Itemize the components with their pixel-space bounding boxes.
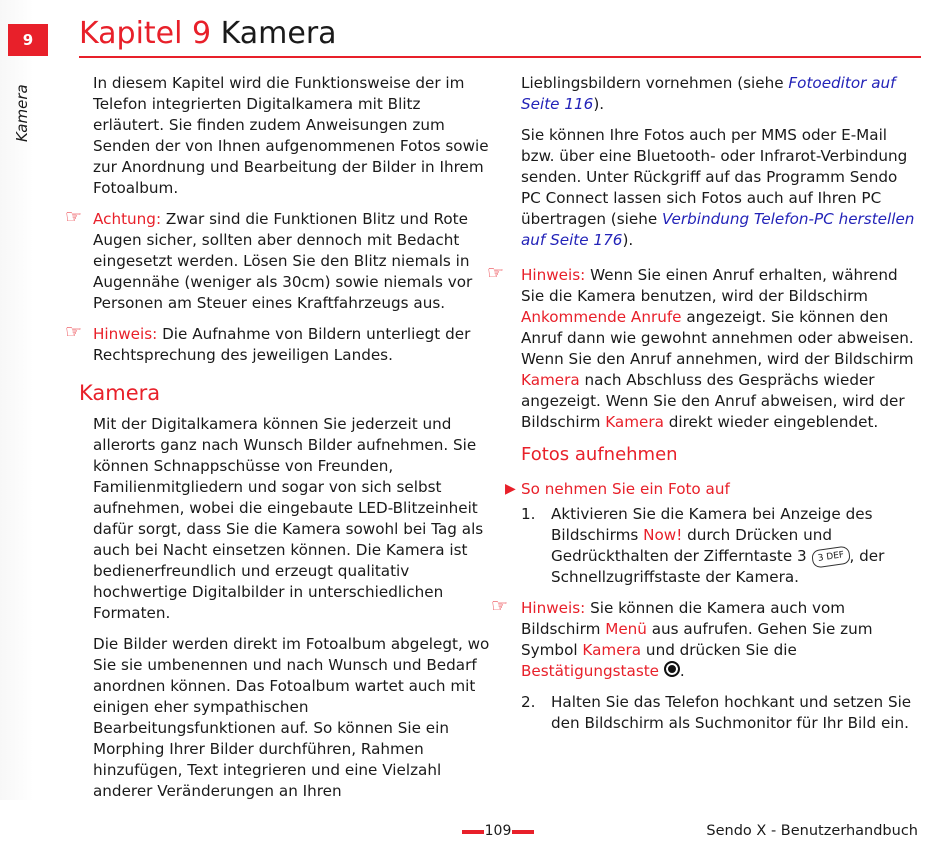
ui-term: Menü (605, 620, 647, 638)
text: Sie können die Kamera auch vom Bildschirm (521, 599, 846, 638)
key-3-icon: 3 DEF (810, 545, 850, 568)
triangle-right-icon: ▶ (505, 481, 516, 497)
note-hint-call (487, 262, 921, 433)
footer-bar-left (462, 830, 484, 834)
title-prefix: Kapitel 9 (79, 16, 212, 51)
text: direkt wieder eingeblendet. (663, 413, 879, 431)
text: Halten Sie das Telefon hochkant und setzen Sie den Bildschirm als Suchmonitor für Ihr Bild ein. (551, 693, 912, 732)
text: ). (593, 95, 605, 113)
note-label: Hinweis: (93, 325, 158, 343)
select-key-icon (664, 661, 680, 677)
subheading-fotos-aufnehmen: Fotos aufnehmen (521, 444, 678, 465)
step-item (521, 692, 921, 734)
text: So nehmen Sie ein Foto auf (521, 480, 730, 498)
ui-term: Kamera (521, 371, 580, 389)
ui-term: Kamera (605, 413, 664, 431)
footer-book-title: Sendo X - Benutzerhandbuch (706, 823, 918, 839)
chapter-number-badge: 9 (8, 24, 48, 56)
note-text: Die Aufnahme von Bildern unterliegt der Rechtsprechung des jeweiligen Landes. (93, 325, 471, 364)
page-number-text: 109 (484, 823, 512, 839)
note-hint (65, 321, 493, 366)
page-title (79, 14, 337, 54)
text: Wenn Sie einen Anruf erhalten, während Sie die Kamera benutzen, wird der Bildschirm (521, 266, 898, 305)
text: ). (622, 231, 634, 249)
text: , der Schnellzugriffstaste der Kamera. (551, 547, 885, 586)
body-paragraph: Mit der Digitalkamera können Sie jederzeit und allerorts ganz nach Wunsch Bilder aufnehmen. Sie können Schnappschüsse von Freunden, Familienmitgliedern und sogar von sich selbst aufnehmen, wobei die eingebaute LED-Blitzeinheit dafür sorgt, dass Sie die Kamera sowohl bei Tag als auch bei Nacht einsetzen können. Die Kamera ist bedienerfreundlich und erzeugt qualitativ hochwertige Digitalbilder in unterschiedlichen Formaten. (93, 415, 484, 622)
step-number: 2. (521, 693, 536, 711)
note-caution (65, 206, 493, 314)
pointing-hand-icon: ☞ (65, 321, 83, 343)
ui-term: Ankommende Anrufe (521, 308, 682, 326)
text: Aktivieren Sie die Kamera bei Anzeige des Bildschirms (551, 505, 873, 544)
section-heading-kamera: Kamera (79, 381, 161, 405)
title-name: Kamera (220, 16, 337, 51)
text: Sie können Ihre Fotos auch per MMS oder E-Mail bzw. über eine Bluetooth- oder Infrarot-Verbindung senden. Unter Rückgriff auf das Programm Sendo PC Connect lassen sich Fotos auch auf Ihren PC übertragen (siehe (521, 126, 908, 228)
cross-reference-link[interactable]: Verbindung Telefon-PC herstellen auf Seite 176 (521, 210, 915, 249)
text: durch Drücken und Gedrückthalten der Zifferntaste 3 (551, 526, 832, 565)
text: angezeigt. Sie können den Anruf dann wie gewohnt annehmen oder abweisen. Wenn Sie den Anruf annehmen, wird der Bildschirm (521, 308, 914, 368)
step-number: 1. (521, 505, 536, 523)
note-label: Hinweis: (521, 599, 586, 617)
note-label: Hinweis: (521, 266, 586, 284)
left-column (65, 73, 493, 812)
footer-bar-right (512, 830, 534, 834)
side-chapter-label: Kamera (13, 84, 31, 142)
step-item (521, 504, 921, 588)
text: und drücken Sie die (641, 641, 797, 659)
pointing-hand-icon: ☞ (487, 262, 505, 284)
pointing-hand-icon: ☞ (65, 206, 83, 228)
task-title (505, 479, 921, 500)
ui-term: Now! (643, 526, 683, 544)
body-paragraph (521, 73, 921, 115)
body-paragraph: Die Bilder werden direkt im Fotoalbum abgelegt, wo Sie sie umbenennen und nach Wunsch und Bedarf anordnen können. Das Fotoalbum wartet auch mit einigen eher sympathischen Bearbeitungsfunktionen auf. So können Sie ein Morphing Ihrer Bilder durchführen, Rahmen hinzufügen, Text integrieren und eine Vielzahl anderer Veränderungen an Ihren (93, 635, 490, 800)
text (659, 662, 664, 680)
right-column (487, 73, 921, 744)
title-divider (79, 56, 921, 58)
text: aus aufrufen. Gehen Sie zum Symbol (521, 620, 873, 659)
intro-paragraph: In diesem Kapitel wird die Funktionsweise der im Telefon integrierten Digitalkamera mit Blitz erläutert. Sie finden zudem Anweisungen zum Senden der von Ihnen aufgenommenen Fotos sowie zur Anordnung und Bearbeitung der Bilder in Ihrem Fotoalbum. (93, 74, 489, 197)
ui-term: Kamera (582, 641, 642, 659)
note-label: Achtung: (93, 210, 162, 228)
ui-term: Bestätigungstaste (521, 662, 660, 680)
body-paragraph (521, 125, 921, 251)
note-hint-menu: ☞ Hinweis: Sie können die Kamera auch vom Bildschirm Menü aus aufrufen. Gehen Sie zum Symbol Kamera und drücken Sie die Bestätigungstaste . (491, 595, 873, 680)
text: Lieblingsbildern vornehmen (siehe (521, 74, 789, 92)
page-number (462, 822, 534, 840)
text: nach Abschluss des Gesprächs wieder angezeigt. Wenn Sie den Anruf abweisen, wird der Bildschirm (521, 371, 905, 431)
cross-reference-link[interactable]: Fotoeditor auf Seite 116 (521, 74, 896, 113)
pointing-hand-icon: ☞ (491, 595, 509, 617)
note-text: Zwar sind die Funktionen Blitz und Rote Augen sicher, sollten aber dennoch mit Bedacht eingesetzt werden. Lösen Sie den Blitz niemals in Augennähe (weniger als 30cm) sowie niemals vor Personen am Steuer eines Kraftfahrzeugs aus. (93, 210, 473, 312)
